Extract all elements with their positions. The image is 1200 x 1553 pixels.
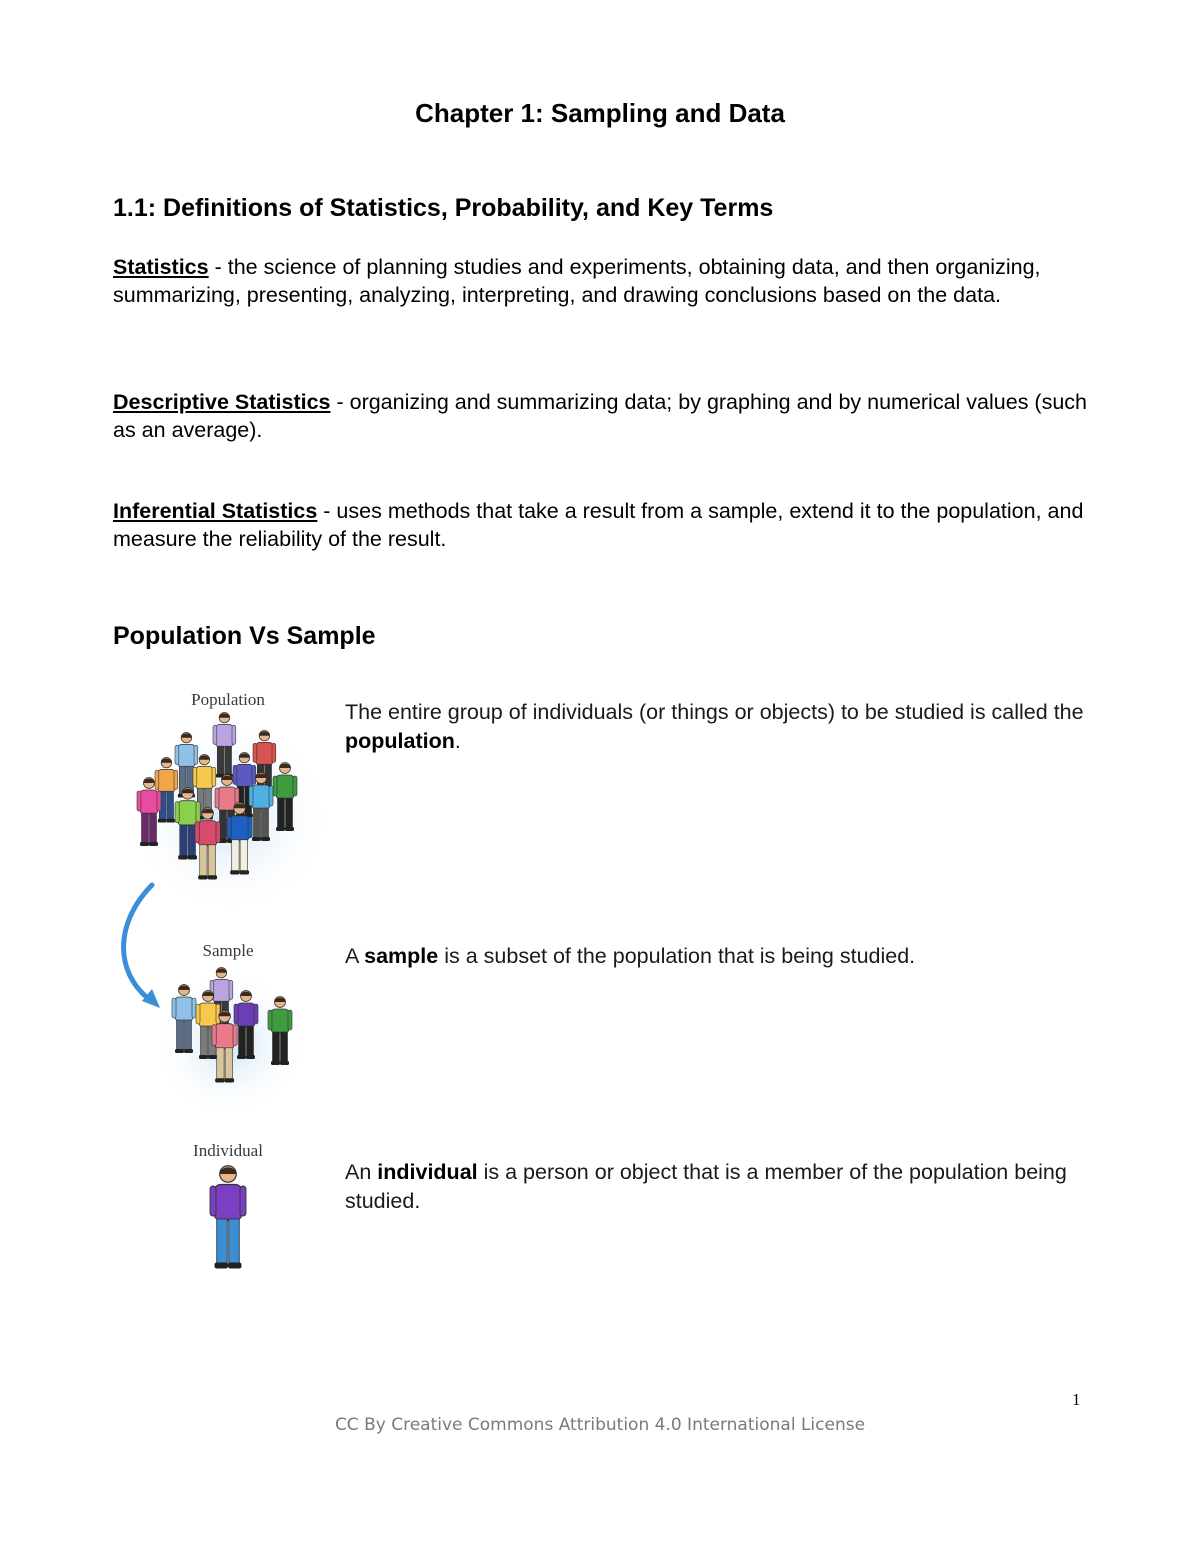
description-text: is a person or object that is a member of the population being studied. xyxy=(345,1160,1067,1213)
section-title: 1.1: Definitions of Statistics, Probability, and Key Terms xyxy=(113,194,774,222)
individual-illustration xyxy=(200,1160,260,1285)
description-text: . xyxy=(454,729,461,753)
sample-description xyxy=(345,942,1105,971)
chapter-title: Chapter 1: Sampling and Data xyxy=(415,98,785,128)
sample-term: sample xyxy=(364,944,439,968)
population-vs-sample-heading: Population Vs Sample xyxy=(113,622,376,650)
license-footer: CC By Creative Commons Attribution 4.0 International License xyxy=(334,1415,866,1435)
description-text: An xyxy=(345,1160,378,1184)
definition-text: - the science of planning studies and experiments, obtaining data, and then organizing, summarizing, presenting, analyzing, interpreting, and drawing conclusions based on the data. xyxy=(113,255,1041,307)
definition-term: Inferential Statistics xyxy=(113,499,318,523)
individual-description xyxy=(345,1158,1105,1216)
definition-inferential-statistics xyxy=(113,497,1088,553)
population-figure-label: Population xyxy=(191,690,265,709)
person-icon xyxy=(210,1166,246,1269)
definition-descriptive-statistics xyxy=(113,388,1088,444)
definition-term: Statistics xyxy=(113,255,209,279)
individual-figure-label: Individual xyxy=(193,1141,263,1160)
definition-text: - uses methods that take a result from a sample, extend it to the population, and measure the reliability of the result. xyxy=(113,499,1084,551)
sample-illustration xyxy=(150,962,310,1122)
definition-term: Descriptive Statistics xyxy=(113,390,331,414)
definition-statistics xyxy=(113,253,1088,309)
description-text: The entire group of individuals (or things or objects) to be studied is called the xyxy=(345,700,1084,724)
population-description xyxy=(345,698,1105,756)
definition-text: - organizing and summarizing data; by graphing and by numerical values (such as an average). xyxy=(113,390,1087,442)
page-number: 1 xyxy=(1072,1390,1081,1409)
description-text: A xyxy=(345,944,365,968)
sample-figure-label: Sample xyxy=(202,941,254,960)
individual-term: individual xyxy=(377,1160,478,1184)
description-text: is a subset of the population that is being studied. xyxy=(438,944,916,968)
population-term: population xyxy=(345,729,455,753)
